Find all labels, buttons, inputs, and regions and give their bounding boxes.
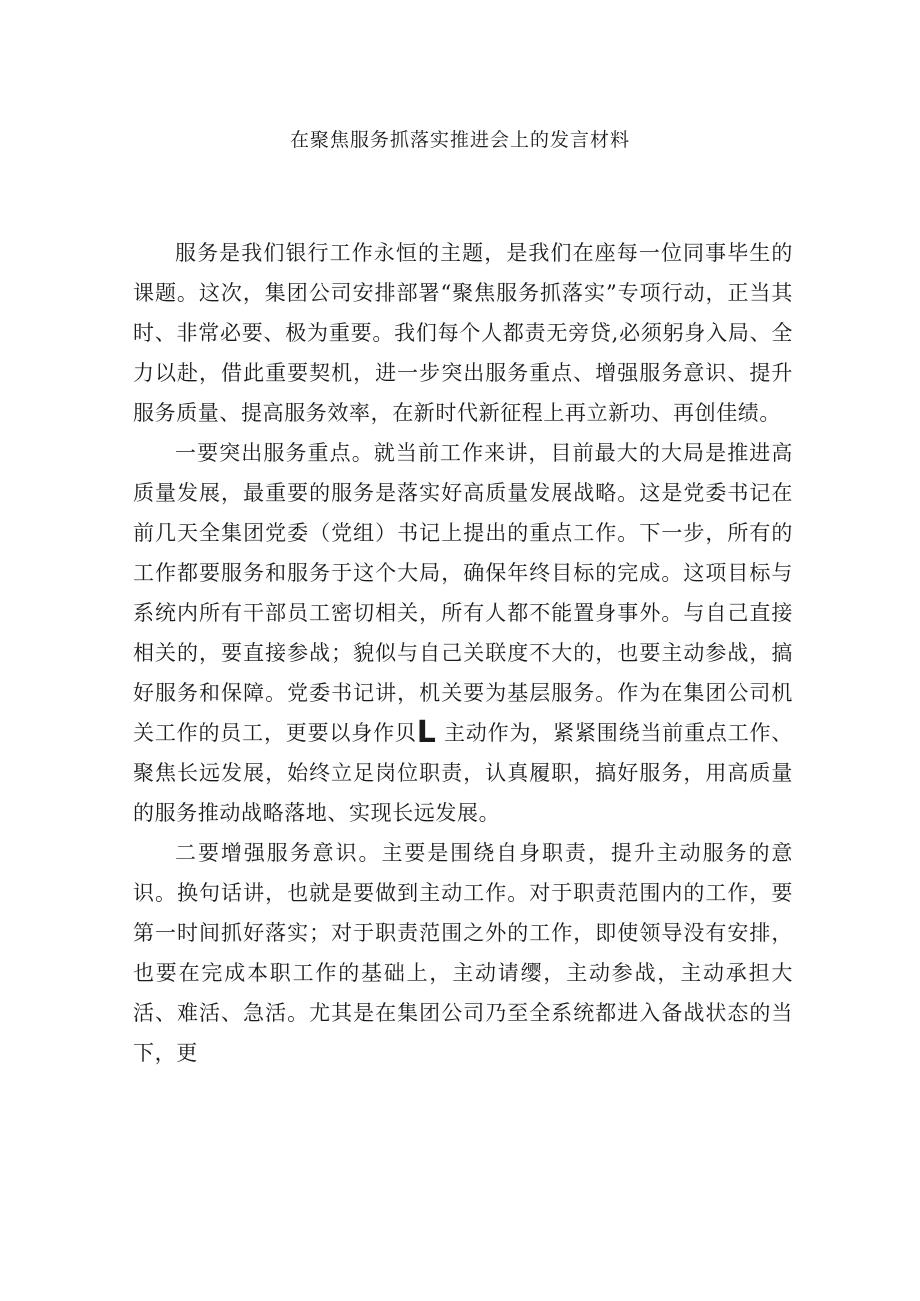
paragraph-point-two: 二要增强服务意识。主要是围绕自身职责，提升主动服务的意识。换句话讲，也就是要做到主动工作。对于职责范围内的工作，要第一时间抓好落实；对于职责范围之外的工作，即使领导没有安排，也要在完成本职工作的基础上，主动请缨，主动参战，主动承担大活、难活、急活。尤其是在集团公司乃至全系统都进入备战状态的当下，更 [133,841,793,1065]
paragraph-intro: 服务是我们银行工作永恒的主题，是我们在座每一位同事毕生的课题。这次，集团公司安排部署“聚焦服务抓落实”专项行动，正当其时、非常必要、极为重要。我们每个人都责无旁贷,必须躬身入局、全力以赴，借此重要契机，进一步突出服务重点、增强服务意识、提升服务质量、提高服务效率，在新时代新征程上再立新功、再创佳绩。 [133,241,793,425]
stray-l-mark: L [416,715,437,750]
paragraph-point-one [133,433,793,833]
document-title: 在聚焦服务抓落实推进会上的发言材料 [289,129,630,151]
paragraph-point-one-text-cont: 工作的员工，更要以身作贝 [154,721,417,745]
document-body [133,233,793,1073]
paragraph-point-one-text: 一要突出服务重点。就当前工作来讲，目前最大的大局是推进高质量发展，最重要的服务是落实好高质量发展战略。这是党委书记在前几天全集团党委（党组）书记上提出的重点工作。下一步，所有的工作都要服务和服务于这个大局，确保年终目标的完成。这项目标与系统内所有干部员工密切相关，所有人都不能置身事外。与自己直接相关的，要直接参战；貌似与自己关联度不大的，也要主动参战，搞好服务和保障。党委书记讲，机关要为基层服务。作为在集团公司机关 [133,441,793,745]
paragraph-point-one-text-end: 主动作为，紧紧围绕当前重点工作、聚焦长远发展，始终立足岗位职责，认真履职，搞好服务，用高质量的服务推动战略落地、实现长远发展。 [133,721,793,825]
